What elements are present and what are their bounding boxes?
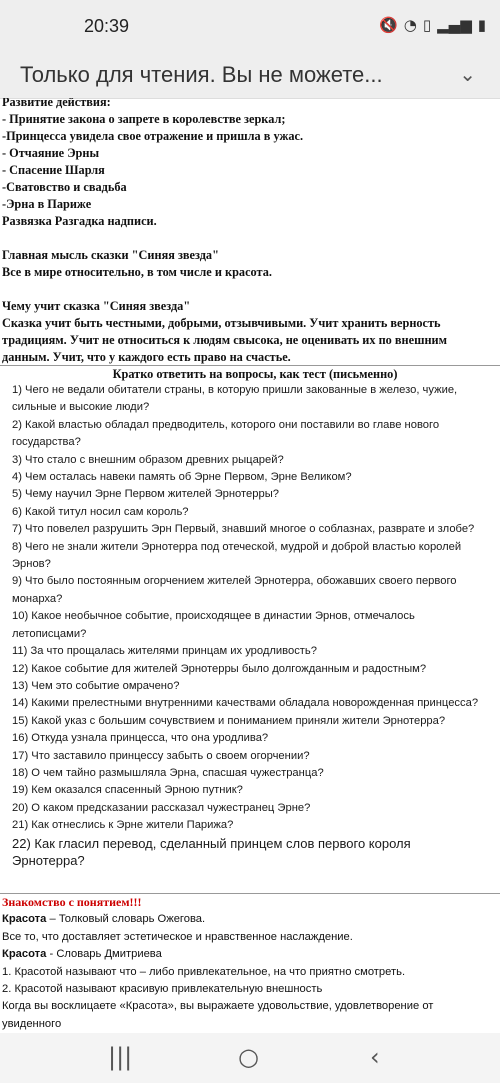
summary-line: Развитие действия: [2, 98, 111, 109]
question: 16) Откуда узнала принцесса, что она уродлива? [12, 732, 269, 745]
question: 17) Что заставило принцессу забыть о своем огорчении? [12, 749, 310, 762]
term: Красота [2, 948, 47, 961]
battery-icon: ▮ [477, 16, 486, 34]
question: 9) Что было постоянным огорчением жителей Эрнотерра, обожавших своего первого монарха? [12, 575, 457, 605]
summary-line: -Сватовство и свадьба [2, 180, 127, 194]
summary-line: -Принцесса увидела свое отражение и пришла в ужас. [2, 129, 304, 143]
quiz-section [0, 366, 500, 869]
concept-heading: Знакомство с понятием!!! [2, 895, 142, 909]
chevron-down-icon[interactable]: ⌄ [459, 62, 476, 86]
status-icons [379, 16, 486, 34]
summary-line: - Принятие закона о запрете в королевстве зеркал; [2, 112, 286, 126]
question: 4) Чем осталась навеки память об Эрне Первом, Эрне Великом? [12, 471, 352, 484]
definition-2 [0, 946, 500, 963]
banner-title: Только для чтения. Вы не можете... [20, 62, 383, 87]
summary-line: - Спасение Шарля [2, 163, 105, 177]
question: 3) Что стало с внешним образом древних рыцарей? [12, 453, 284, 466]
story-summary [0, 98, 500, 366]
question: 11) За что прощалась жителями принцам их уродливость? [12, 645, 317, 658]
question: 10) Какое необычное событие, происходящее в династии Эрнов, отмечалось летописцами? [12, 610, 415, 640]
summary-line: - Отчаяние Эрны [2, 146, 100, 160]
question: 18) О чем тайно размышляла Эрна, спасшая чужестранца? [12, 766, 324, 779]
question: 6) Какой титул носил сам король? [12, 505, 189, 518]
question: 2) Какой властью обладал предводитель, которого они поставили во главе нового государства? [12, 418, 440, 449]
clock: 20:39 [84, 16, 130, 36]
read-only-banner[interactable] [0, 56, 500, 99]
status-bar [0, 0, 500, 56]
question: 14) Какими прелестными внутренними качествами обладала новорожденная принцесса? [12, 697, 479, 710]
concept-section [0, 894, 500, 1033]
question: 19) Кем оказался спасенный Эрною путник? [12, 784, 243, 797]
document-page[interactable] [0, 98, 500, 1033]
summary-line: -Эрна в Париже [2, 197, 92, 211]
question: 5) Чему научил Эрне Первом жителей Эрнотерры? [12, 488, 279, 501]
definition-source: – Толковый словарь Ожегова. [46, 913, 206, 926]
main-idea-title: Главная мысль сказки "Синяя звезда" [2, 248, 219, 262]
question: 21) Как отнеслись к Эрне жители Парижа? [12, 819, 234, 832]
mute-icon: 🔇 [379, 16, 398, 34]
definition-source: - Словарь Дмитриева [46, 948, 162, 961]
summary-line: Развязка Разгадка надписи. [2, 214, 157, 228]
question: 20) О каком предсказании рассказал чужестранец Эрне? [12, 801, 311, 814]
definition-item: 1. Красотой называют что – либо привлекательное, на что приятно смотреть. [2, 965, 406, 978]
definition-item: 2. Красотой называют красивую привлекательную внешность [2, 983, 323, 996]
back-icon[interactable]: ‹ [370, 1043, 380, 1071]
question: 8) Чего не знали жители Эрнотерра под отеческой, мудрой и доброй властью королей Эрнов? [12, 540, 462, 571]
lesson-text: Сказка учит быть честными, добрыми, отзывчивыми. Учит хранить верность традициям. Учит не относиться к людям свысока, не оценивать их по внешним данным. Учит, что у каждого есть право на счастье. [2, 316, 448, 364]
term: Красота [2, 913, 47, 926]
recent-apps-icon[interactable]: ||| [108, 1043, 133, 1071]
question: 7) Что повелел разрушить Эрн Первый, знавший многое о соблазнах, разврате и злобе? [12, 523, 475, 536]
question: 13) Чем это событие омрачено? [12, 679, 180, 692]
main-idea-text: Все в мире относительно, в том числе и красота. [2, 265, 272, 279]
lesson-title: Чему учит сказка "Синяя звезда" [2, 299, 191, 313]
sim-icon: ▯ [422, 16, 432, 34]
quiz-header: Кратко ответить на вопросы, как тест (письменно) [112, 367, 398, 381]
question: 12) Какое событие для жителей Эрнотерры было долгожданным и радостным? [12, 662, 427, 675]
definition-1 [0, 911, 500, 928]
definition-text: Все то, что доставляет эстетическое и нравственное наслаждение. [2, 930, 353, 943]
question: 22) Как гласил перевод, сделанный принцем слов первого короля Эрнотерра? [12, 835, 411, 868]
wifi-icon: ◔ [403, 16, 417, 34]
definition-tail: Когда вы восклицаете «Красота», вы выражаете удовольствие, удовлетворение от увиденного [2, 1000, 434, 1030]
home-icon[interactable]: ○ [238, 1043, 259, 1071]
signal-icon: ▂▄▆ [437, 16, 472, 34]
question: 1) Чего не ведали обитатели страны, в которую пришли закованные в железо, чужие, сильные и высокие люди? [12, 384, 458, 414]
question: 15) Какой указ с большим сочувствием и пониманием приняли жители Эрнотерра? [12, 714, 446, 727]
navigation-bar [0, 1033, 500, 1083]
